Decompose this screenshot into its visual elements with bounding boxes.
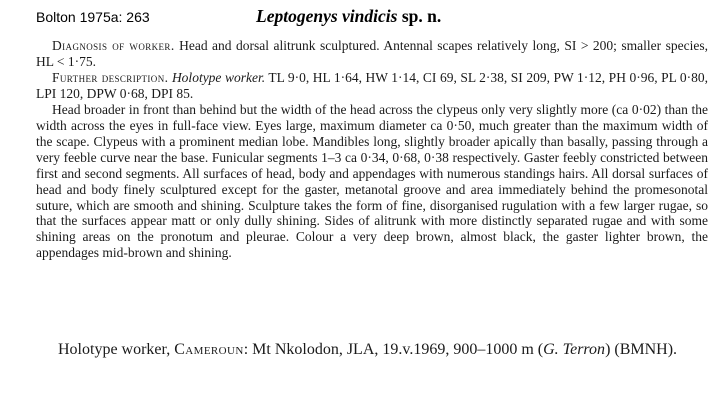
species-name: Leptogenys vindicis	[256, 6, 398, 26]
holotype-collector: G. Terron	[543, 341, 606, 358]
further-description-paragraph	[36, 70, 708, 102]
description-paragraph: Head broader in front than behind but the width of the head across the clypeus only very slightly more (ca 0·02) than the width across the eyes in full-face view. Eyes large, maximum diameter ca 0·50, much greater than the maximum width of the scape. Clypeus with a prominent median lobe. Mandibles long, slightly broader apically than basally, passing through a very feeble curve near the base. Funicular segments 1–3 ca 0·34, 0·68, 0·38 respectively. Gaster feebly constricted between first and second segments. All surfaces of head, body and appendages with numerous standings hairs. All dorsal surfaces of head and body finely sculptured except for the gaster, metanotal groove and area immediately behind the promesonotal suture, which are smooth and shining. Sculpture takes the form of fine, disorganised rugulation with a few larger rugae, so that the surfaces appear matt or only dully shining. Sides of alitrunk with more distinctly separated rugae and with some shining areas on the pronotum and pleurae. Colour a very deep brown, almost black, the gaster lighter brown, the appendages mid-brown and shining.	[36, 101, 708, 261]
holotype-suffix: ) (BMNH).	[605, 341, 678, 358]
holotype-worker-label: Holotype worker.	[171, 69, 266, 85]
holotype-record	[36, 340, 716, 360]
diagnosis-label: Diagnosis of worker.	[52, 38, 175, 53]
description-body	[36, 38, 708, 261]
holotype-prefix: Holotype worker,	[58, 341, 175, 358]
source-citation: Bolton 1975a: 263	[36, 9, 150, 25]
sp-nov-label: sp. n.	[397, 6, 442, 26]
diagnosis-text: Head and dorsal alitrunk sculptured. Antennal scapes relatively long, SI > 200; smaller species, HL < 1·75.	[36, 38, 708, 69]
diagnosis-paragraph	[36, 38, 708, 70]
species-title	[256, 6, 441, 27]
holotype-paragraph	[36, 340, 716, 360]
further-description-label: Further description.	[52, 69, 169, 85]
holotype-country: Cameroun	[174, 341, 244, 358]
measurements-text: TL 9·0, HL 1·64, HW 1·14, CI 69, SL 2·38, SI 209, PW 1·12, PH 0·96, PL 0·80, LPI 120, DPW 0·68, DPI 85.	[36, 69, 709, 101]
holotype-locality: : Mt Nkolodon, JLA, 19.v.1969, 900–1000 m (	[243, 341, 544, 358]
